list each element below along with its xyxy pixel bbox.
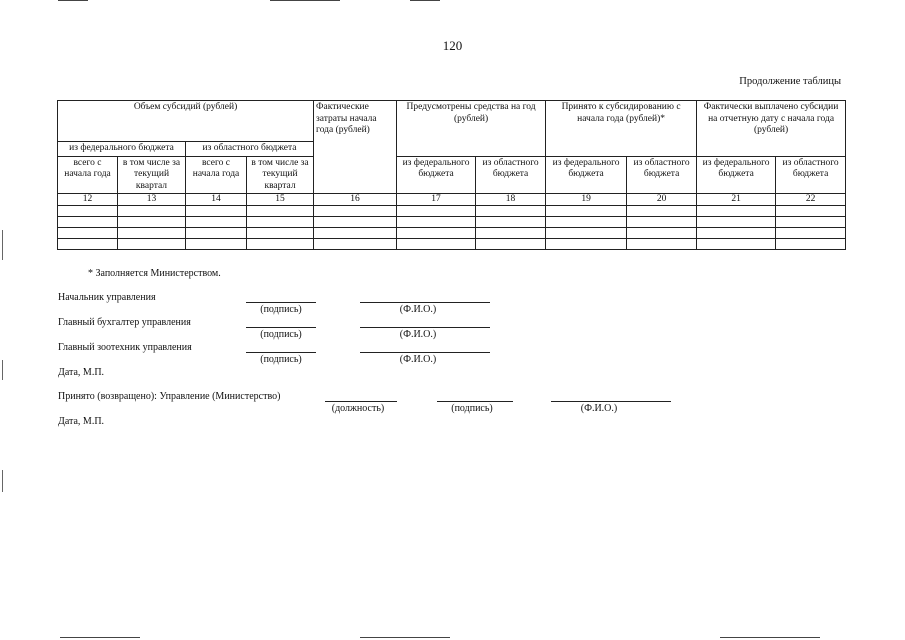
column-number: 22 (776, 194, 846, 206)
scan-artifact (720, 637, 820, 638)
table-cell[interactable] (247, 217, 314, 228)
scan-artifact (410, 0, 440, 1)
header-actually-paid: Фактически выплачено субсидии на отчетную дату с начала года (рублей) (697, 101, 846, 157)
table-cell[interactable] (397, 239, 476, 250)
fio-line[interactable] (360, 302, 490, 303)
table-cell[interactable] (186, 228, 247, 239)
table-cell[interactable] (776, 206, 846, 217)
header-from-federal: из федерального бюджета (397, 156, 476, 194)
table-cell[interactable] (118, 228, 186, 239)
fio-line[interactable] (360, 352, 490, 353)
date-stamp-label-2: Дата, М.П. (58, 416, 105, 427)
table-cell[interactable] (186, 217, 247, 228)
table-cell[interactable] (627, 228, 697, 239)
table-cell[interactable] (476, 239, 546, 250)
signature-line[interactable] (437, 401, 513, 402)
page-number: 120 (442, 38, 463, 53)
table-row (58, 239, 846, 250)
header-accepted-for-subsidy: Принято к субсидированию с начала года (рублей)* (546, 101, 697, 157)
accepted-returned-label: Принято (возвращено): Управление (Министерство) (58, 391, 281, 402)
header-planned-funds: Предусмотрены средства на год (рублей) (397, 101, 546, 157)
header-from-regional: из областного бюджета (776, 156, 846, 194)
table-cell[interactable] (247, 228, 314, 239)
table-cell[interactable] (186, 206, 247, 217)
table-cell[interactable] (776, 228, 846, 239)
header-actual-costs: Фактические затраты начала года (рублей) (314, 101, 397, 194)
table-cell[interactable] (118, 239, 186, 250)
table-cell[interactable] (546, 206, 627, 217)
table-cell[interactable] (697, 239, 776, 250)
table-cell[interactable] (314, 228, 397, 239)
header-from-federal: из федерального бюджета (546, 156, 627, 194)
table-cell[interactable] (314, 217, 397, 228)
signature-line[interactable] (246, 327, 316, 328)
header-federal-budget: из федерального бюджета (58, 142, 186, 157)
table-cell[interactable] (776, 217, 846, 228)
column-number: 18 (476, 194, 546, 206)
table-cell[interactable] (627, 206, 697, 217)
table-row (58, 228, 846, 239)
head-of-department-label: Начальник управления (58, 292, 156, 303)
table-cell[interactable] (476, 217, 546, 228)
column-number: 21 (697, 194, 776, 206)
table-continuation-note: Продолжение таблицы (739, 76, 841, 87)
column-number: 16 (314, 194, 397, 206)
subsidy-table (57, 100, 846, 250)
table-cell[interactable] (697, 217, 776, 228)
table-cell[interactable] (58, 239, 118, 250)
signature-caption: (подпись) (260, 329, 302, 340)
chief-accountant-label: Главный бухгалтер управления (58, 317, 191, 328)
column-number: 14 (186, 194, 247, 206)
column-number: 20 (627, 194, 697, 206)
table-cell[interactable] (58, 206, 118, 217)
table-cell[interactable] (697, 206, 776, 217)
column-number: 13 (118, 194, 186, 206)
table-cell[interactable] (397, 206, 476, 217)
position-caption: (должность) (331, 403, 385, 414)
footnote: * Заполняется Министерством. (88, 268, 221, 279)
scan-artifact (360, 637, 450, 638)
column-number: 12 (58, 194, 118, 206)
header-current-quarter: в том числе за текущий квартал (247, 156, 314, 194)
scan-artifact (2, 230, 3, 260)
table-cell[interactable] (118, 217, 186, 228)
scan-artifact (60, 637, 140, 638)
table-cell[interactable] (776, 239, 846, 250)
signature-caption: (подпись) (260, 354, 302, 365)
table-cell[interactable] (546, 228, 627, 239)
fio-line[interactable] (551, 401, 671, 402)
signature-caption: (подпись) (451, 403, 493, 414)
table-cell[interactable] (247, 239, 314, 250)
fio-caption: (Ф.И.О.) (399, 329, 437, 340)
header-total-since-start: всего с начала года (58, 156, 118, 194)
table-cell[interactable] (397, 228, 476, 239)
table-cell[interactable] (627, 217, 697, 228)
date-stamp-label: Дата, М.П. (58, 367, 105, 378)
header-from-federal: из федерального бюджета (697, 156, 776, 194)
table-cell[interactable] (58, 228, 118, 239)
table-cell[interactable] (627, 239, 697, 250)
table-row (58, 217, 846, 228)
table-cell[interactable] (546, 217, 627, 228)
header-from-regional: из областного бюджета (476, 156, 546, 194)
scan-artifact (58, 0, 88, 1)
scan-artifact (270, 0, 340, 1)
table-cell[interactable] (118, 206, 186, 217)
table-cell[interactable] (314, 239, 397, 250)
table-cell[interactable] (546, 239, 627, 250)
header-subsidy-volume: Объем субсидий (рублей) (58, 101, 314, 142)
fio-caption: (Ф.И.О.) (580, 403, 618, 414)
column-number: 19 (546, 194, 627, 206)
table-cell[interactable] (58, 217, 118, 228)
table-cell[interactable] (476, 228, 546, 239)
signature-line[interactable] (246, 352, 316, 353)
column-number: 15 (247, 194, 314, 206)
position-line[interactable] (325, 401, 397, 402)
fio-caption: (Ф.И.О.) (399, 304, 437, 315)
signature-line[interactable] (246, 302, 316, 303)
table-cell[interactable] (397, 217, 476, 228)
table-cell[interactable] (697, 228, 776, 239)
header-current-quarter: в том числе за текущий квартал (118, 156, 186, 194)
fio-caption: (Ф.И.О.) (399, 354, 437, 365)
fio-line[interactable] (360, 327, 490, 328)
header-regional-budget: из областного бюджета (186, 142, 314, 157)
table-cell[interactable] (314, 206, 397, 217)
scan-artifact (2, 360, 3, 380)
table-row (58, 206, 846, 217)
table-cell[interactable] (186, 239, 247, 250)
column-number: 17 (397, 194, 476, 206)
table-cell[interactable] (247, 206, 314, 217)
table-cell[interactable] (476, 206, 546, 217)
chief-zootechnician-label: Главный зоотехник управления (58, 342, 192, 353)
header-total-since-start: всего с начала года (186, 156, 247, 194)
signature-caption: (подпись) (260, 304, 302, 315)
header-from-regional: из областного бюджета (627, 156, 697, 194)
scan-artifact (2, 470, 3, 492)
